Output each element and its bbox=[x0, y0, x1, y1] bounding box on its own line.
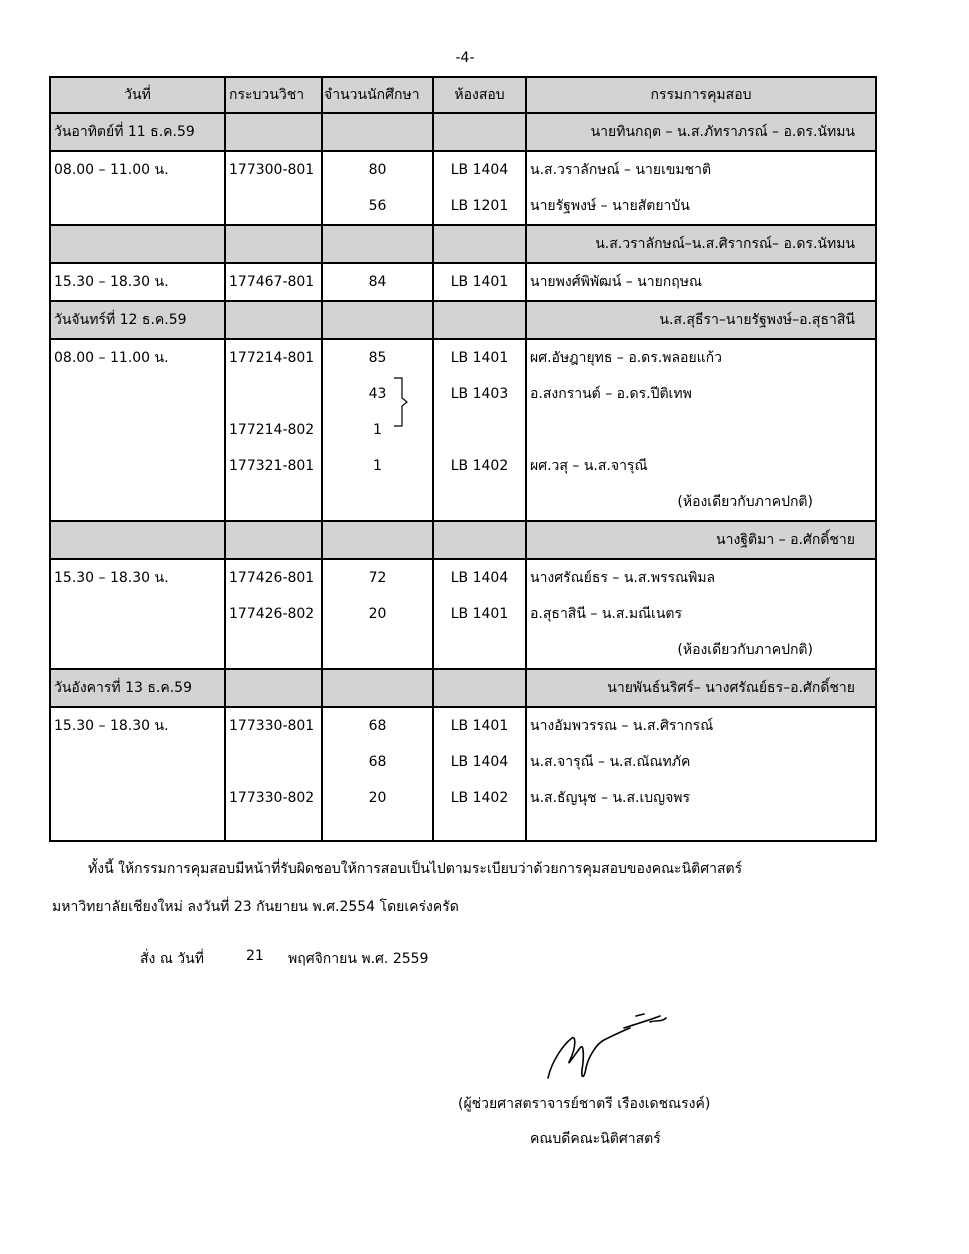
room-note: (ห้องเดียวกับภาคปกติ) bbox=[526, 484, 876, 521]
section-supervisors: น.ส.สุธีรา–นายรัฐพงษ์–อ.สุธาสินี bbox=[526, 301, 876, 339]
proctor-names: น.ส.ธัญนุช – น.ส.เบญจพร bbox=[530, 790, 691, 806]
exam-time: 08.00 – 11.00 น. bbox=[50, 339, 225, 376]
table-row bbox=[50, 780, 876, 816]
proctor-names: นายพงศ์พิพัฒน์ – นายกฤษณ bbox=[526, 263, 876, 301]
course-code: 177321-801 bbox=[225, 448, 322, 484]
student-count: 72 bbox=[322, 559, 433, 596]
header-exam-room: ห้องสอบ bbox=[433, 77, 526, 113]
proctor-names: อ.สุธาสินี – น.ส.มณีเนตร bbox=[530, 606, 683, 622]
proctor-names: น.ส.จารุณี – น.ส.ณัณทภัค bbox=[530, 754, 691, 770]
section-day: วันอังคารที่ 13 ธ.ค.59 bbox=[50, 669, 225, 707]
exam-room: LB 1404 bbox=[433, 744, 526, 780]
section-supervisors: นายพันธ์นริศร์– นางศรัณย์ธร–อ.ศักดิ์ชาย bbox=[526, 669, 876, 707]
section-supervisors: นายทินกฤต – น.ส.ภัทราภรณ์ – อ.ดร.นัทมน bbox=[526, 113, 876, 151]
course-code: 177214-802 bbox=[225, 412, 322, 448]
order-date-day: 21 bbox=[246, 948, 264, 964]
exam-room: LB 1401 bbox=[433, 339, 526, 376]
student-count: 84 bbox=[322, 263, 433, 301]
course-code bbox=[225, 744, 322, 780]
table-row bbox=[50, 816, 876, 841]
student-count: 68 bbox=[322, 707, 433, 744]
exam-time bbox=[50, 376, 225, 412]
exam-time bbox=[50, 744, 225, 780]
header-proctors: กรรมการคุมสอบ bbox=[526, 77, 876, 113]
section-day bbox=[50, 225, 225, 263]
section-supervisors: น.ส.วราลักษณ์–น.ส.ศิรากรณ์– อ.ดร.นัทมน bbox=[526, 225, 876, 263]
table-row bbox=[50, 412, 876, 448]
section-day bbox=[50, 521, 225, 559]
table-header-row bbox=[50, 77, 876, 113]
course-code: 177300-801 bbox=[225, 151, 322, 188]
exam-room: LB 1201 bbox=[433, 188, 526, 225]
student-count: 85 bbox=[322, 339, 433, 376]
student-count: 68 bbox=[322, 744, 433, 780]
exam-time: 08.00 – 11.00 น. bbox=[50, 151, 225, 188]
table-row bbox=[50, 376, 876, 412]
exam-room: LB 1401 bbox=[433, 263, 526, 301]
room-note: (ห้องเดียวกับภาคปกติ) bbox=[526, 632, 876, 669]
table-row bbox=[50, 339, 876, 376]
student-count: 43 bbox=[322, 376, 433, 412]
exam-room: LB 1402 bbox=[433, 780, 526, 816]
table-row bbox=[50, 596, 876, 632]
student-count: 20 bbox=[322, 780, 433, 816]
course-code: 177330-802 bbox=[225, 780, 322, 816]
exam-room: LB 1401 bbox=[433, 596, 526, 632]
table-row bbox=[50, 151, 876, 188]
section-header-row bbox=[50, 113, 876, 151]
student-count: 80 bbox=[322, 151, 433, 188]
exam-room: LB 1401 bbox=[433, 707, 526, 744]
signer-name: (ผู้ช่วยศาสตราจารย์ชาตรี เรืองเดชณรงค์) bbox=[458, 1096, 711, 1112]
course-code: 177214-801 bbox=[225, 339, 322, 376]
body-text-line2: มหาวิทยาลัยเชียงใหม่ ลงวันที่ 23 กันยายน พ.ศ.2554 โดยเคร่งครัด bbox=[52, 899, 459, 915]
exam-time bbox=[50, 412, 225, 448]
exam-time: 15.30 – 18.30 น. bbox=[50, 707, 225, 744]
section-day: วันอาทิตย์ที่ 11 ธ.ค.59 bbox=[50, 113, 225, 151]
proctor-names: อ.สงกรานต์ – อ.ดร.ปีติเทพ bbox=[530, 386, 692, 402]
table-row bbox=[50, 188, 876, 225]
section-header-row bbox=[50, 521, 876, 559]
table-row bbox=[50, 559, 876, 596]
signature-image bbox=[540, 1008, 680, 1092]
student-count: 56 bbox=[322, 188, 433, 225]
exam-room: LB 1402 bbox=[433, 448, 526, 484]
exam-time bbox=[50, 188, 225, 225]
exam-room: LB 1404 bbox=[433, 151, 526, 188]
student-count: 20 bbox=[322, 596, 433, 632]
proctor-names bbox=[526, 412, 876, 448]
proctor-names: นายรัฐพงษ์ – นายสัตยาบัน bbox=[526, 188, 876, 225]
page-number: -4- bbox=[455, 50, 475, 66]
exam-time: 15.30 – 18.30 น. bbox=[50, 559, 225, 596]
table-row bbox=[50, 263, 876, 301]
section-header-row bbox=[50, 669, 876, 707]
proctor-names: นางศรัณย์ธร – น.ส.พรรณพิมล bbox=[530, 570, 716, 586]
section-supervisors: นางฐิติมา – อ.ศักดิ์ชาย bbox=[526, 521, 876, 559]
body-text-line1: ทั้งนี้ ให้กรรมการคุมสอบมีหน้าที่รับผิดชอบให้การสอบเป็นไปตามระเบียบว่าด้วยการคุมสอบของคณะนิติศาสตร์ bbox=[88, 861, 743, 877]
exam-room bbox=[433, 412, 526, 448]
course-code: 177330-801 bbox=[225, 707, 322, 744]
signer-title: คณบดีคณะนิติศาสตร์ bbox=[530, 1131, 661, 1147]
table-row bbox=[50, 448, 876, 484]
section-header-row bbox=[50, 301, 876, 339]
section-header-row bbox=[50, 225, 876, 263]
order-date-prefix: สั่ง ณ วันที่ bbox=[140, 951, 204, 967]
exam-room: LB 1403 bbox=[433, 376, 526, 412]
proctor-names: ผศ.วสุ – น.ส.จารุณี bbox=[530, 458, 648, 474]
table-row bbox=[50, 707, 876, 744]
course-code bbox=[225, 188, 322, 225]
course-code: 177467-801 bbox=[225, 263, 322, 301]
proctor-names: น.ส.วราลักษณ์ – นายเขมชาติ bbox=[530, 162, 712, 178]
course-code: 177426-801 bbox=[225, 559, 322, 596]
exam-schedule-table bbox=[49, 76, 877, 842]
proctor-names: ผศ.อัษฎายุทธ – อ.ดร.พลอยแก้ว bbox=[530, 350, 723, 366]
order-date-month-year: พฤศจิกายน พ.ศ. 2559 bbox=[288, 951, 429, 967]
course-code: 177426-802 bbox=[225, 596, 322, 632]
proctor-names: นางอัมพวรรณ – น.ส.ศิรากรณ์ bbox=[530, 718, 714, 734]
exam-time bbox=[50, 448, 225, 484]
table-row bbox=[50, 632, 876, 669]
section-day: วันจันทร์ที่ 12 ธ.ค.59 bbox=[50, 301, 225, 339]
header-date: วันที่ bbox=[50, 77, 225, 113]
course-code bbox=[225, 376, 322, 412]
exam-time: 15.30 – 18.30 น. bbox=[50, 263, 225, 301]
exam-time bbox=[50, 780, 225, 816]
student-count: 1 bbox=[322, 412, 433, 448]
exam-time bbox=[50, 596, 225, 632]
student-count: 1 bbox=[322, 448, 433, 484]
exam-room: LB 1404 bbox=[433, 559, 526, 596]
table-row bbox=[50, 484, 876, 521]
table-row bbox=[50, 744, 876, 780]
header-course: กระบวนวิชา bbox=[225, 77, 322, 113]
header-student-count: จำนวนนักศึกษา bbox=[322, 77, 433, 113]
